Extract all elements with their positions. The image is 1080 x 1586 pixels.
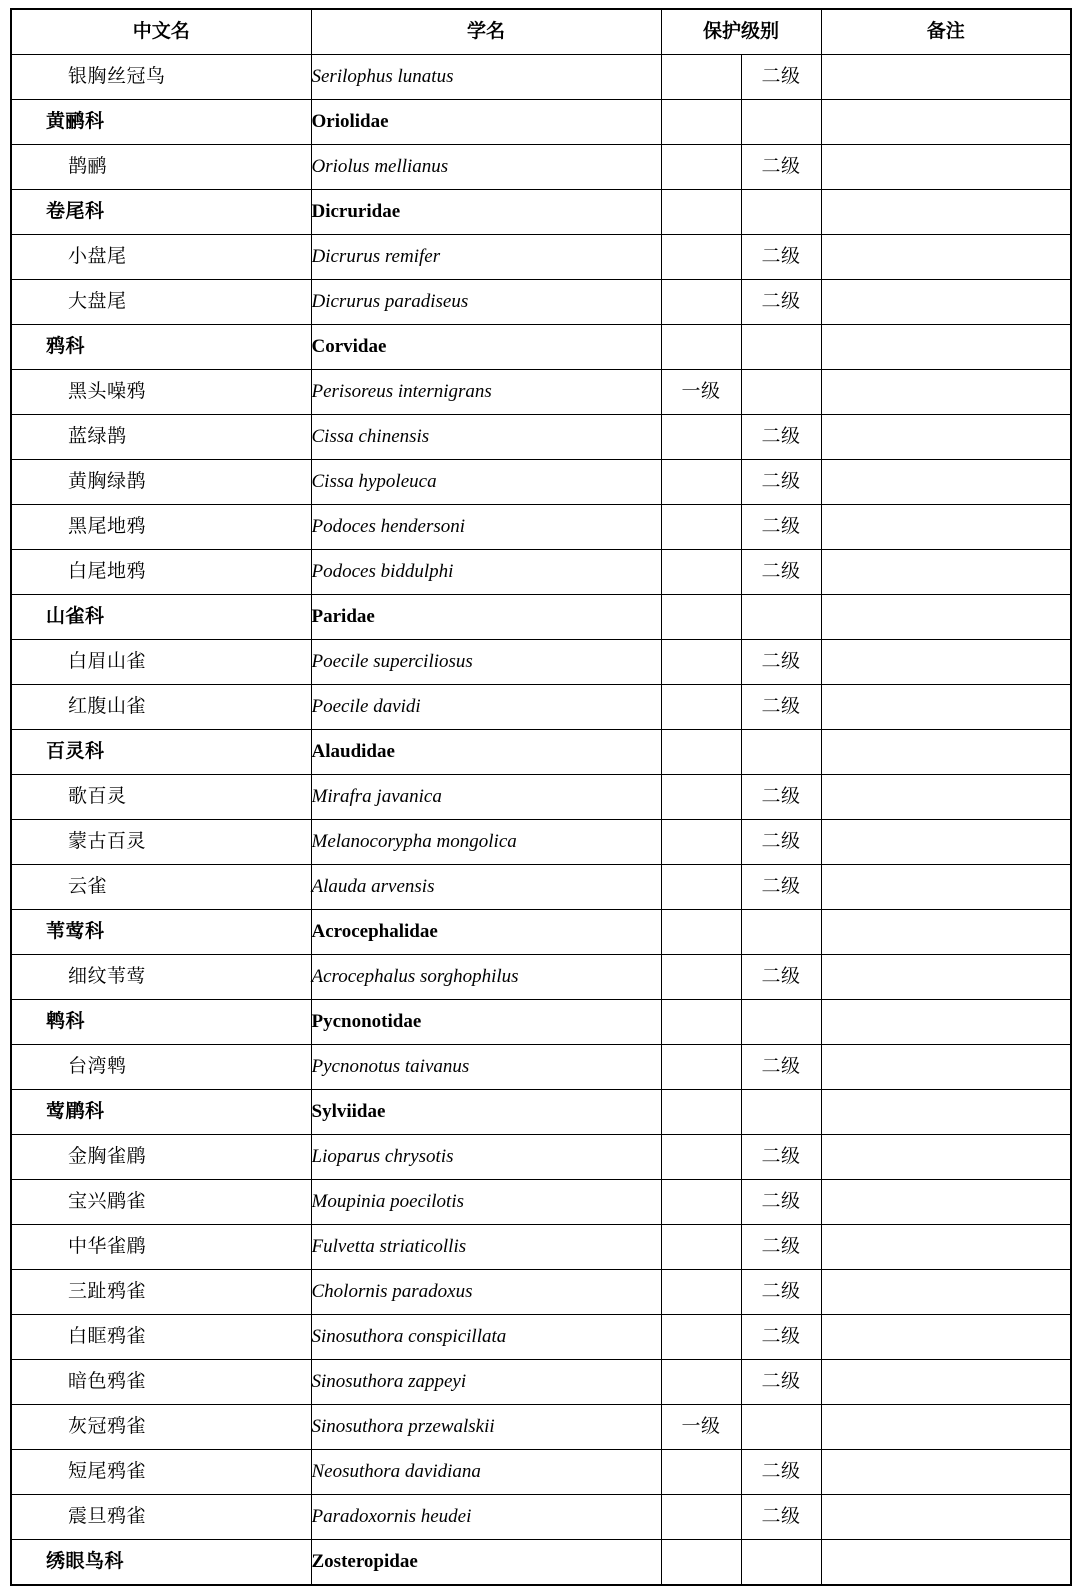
chinese-name-text: 黄鹂科 [46, 111, 105, 133]
cell-remarks [821, 1360, 1071, 1405]
chinese-name-text: 宝兴鹛雀 [68, 1191, 147, 1213]
table-row [11, 1045, 1071, 1090]
chinese-name-text: 红腹山雀 [68, 696, 147, 718]
chinese-name-text: 百灵科 [46, 741, 105, 763]
chinese-name-text: 黑尾地鸦 [68, 516, 147, 538]
cell-scientific-name [311, 1315, 661, 1360]
cell-chinese-name [11, 325, 311, 370]
cell-scientific-name [311, 1540, 661, 1586]
scientific-name-text: Cissa hypoleuca [311, 471, 437, 493]
cell-protection-level-second [741, 730, 821, 775]
cell-protection-level-first [661, 235, 741, 280]
cell-remarks [821, 1000, 1071, 1045]
cell-protection-level-first [661, 1000, 741, 1045]
cell-chinese-name [11, 640, 311, 685]
scientific-name-text: Sinosuthora conspicillata [311, 1326, 507, 1348]
cell-remarks [821, 190, 1071, 235]
chinese-name-text: 白眶鸦雀 [68, 1326, 147, 1348]
cell-protection-level-second: 二级 [741, 280, 821, 325]
cell-scientific-name [311, 235, 661, 280]
cell-scientific-name [311, 190, 661, 235]
cell-scientific-name [311, 145, 661, 190]
scientific-name-text: Cissa chinensis [311, 426, 430, 448]
scientific-name-text: Dicrurus remifer [311, 246, 441, 268]
table-row [11, 505, 1071, 550]
scientific-name-text: Mirafra javanica [311, 786, 442, 808]
cell-scientific-name [311, 280, 661, 325]
cell-remarks [821, 865, 1071, 910]
cell-protection-level-first [661, 775, 741, 820]
cell-chinese-name [11, 415, 311, 460]
chinese-name-text: 细纹苇莺 [68, 966, 147, 988]
scientific-name-text: Poecile superciliosus [311, 651, 473, 673]
chinese-name-text: 震旦鸦雀 [68, 1506, 147, 1528]
cell-protection-level-first [661, 460, 741, 505]
scientific-name-text: Podoces hendersoni [311, 516, 466, 538]
scientific-name-text: Alauda arvensis [311, 876, 435, 898]
chinese-name-text: 中华雀鹛 [68, 1236, 147, 1258]
cell-scientific-name [311, 910, 661, 955]
cell-remarks [821, 730, 1071, 775]
chinese-name-text: 白眉山雀 [68, 651, 147, 673]
cell-scientific-name [311, 1270, 661, 1315]
scientific-name-text: Acrocephalidae [311, 921, 438, 943]
chinese-name-text: 鹊鹂 [68, 156, 108, 178]
cell-protection-level-second: 二级 [741, 1270, 821, 1315]
cell-scientific-name [311, 505, 661, 550]
cell-scientific-name [311, 460, 661, 505]
column-header-chinese-name: 中文名 [11, 9, 311, 55]
cell-protection-level-first [661, 730, 741, 775]
cell-protection-level-first [661, 1180, 741, 1225]
cell-scientific-name [311, 1090, 661, 1135]
chinese-name-text: 短尾鸦雀 [68, 1461, 147, 1483]
cell-remarks [821, 550, 1071, 595]
cell-protection-level-first [661, 1450, 741, 1495]
protected-species-table [10, 8, 1072, 1586]
cell-remarks [821, 1405, 1071, 1450]
cell-chinese-name [11, 550, 311, 595]
cell-chinese-name [11, 1135, 311, 1180]
cell-chinese-name [11, 820, 311, 865]
cell-remarks [821, 1090, 1071, 1135]
cell-chinese-name [11, 1450, 311, 1495]
cell-protection-level-second: 二级 [741, 415, 821, 460]
cell-chinese-name [11, 505, 311, 550]
cell-chinese-name [11, 595, 311, 640]
cell-protection-level-second: 二级 [741, 640, 821, 685]
table-row [11, 1360, 1071, 1405]
cell-protection-level-second: 二级 [741, 955, 821, 1000]
chinese-name-text: 三趾鸦雀 [68, 1281, 147, 1303]
cell-protection-level-second [741, 100, 821, 145]
cell-protection-level-first [661, 1225, 741, 1270]
cell-chinese-name [11, 730, 311, 775]
cell-scientific-name [311, 1135, 661, 1180]
cell-protection-level-first [661, 820, 741, 865]
cell-protection-level-first [661, 505, 741, 550]
cell-protection-level-second [741, 1090, 821, 1135]
cell-protection-level-second: 二级 [741, 1225, 821, 1270]
cell-protection-level-first [661, 955, 741, 1000]
cell-remarks [821, 1450, 1071, 1495]
chinese-name-text: 云雀 [68, 876, 108, 898]
table-body [11, 55, 1071, 1586]
cell-remarks [821, 1045, 1071, 1090]
cell-chinese-name [11, 1180, 311, 1225]
cell-chinese-name [11, 1045, 311, 1090]
chinese-name-text: 鹎科 [46, 1011, 86, 1033]
cell-chinese-name [11, 1225, 311, 1270]
cell-scientific-name [311, 415, 661, 460]
cell-remarks [821, 1270, 1071, 1315]
cell-remarks [821, 505, 1071, 550]
cell-protection-level-first [661, 280, 741, 325]
cell-chinese-name [11, 1315, 311, 1360]
cell-remarks [821, 775, 1071, 820]
cell-scientific-name [311, 865, 661, 910]
cell-chinese-name [11, 1540, 311, 1586]
cell-protection-level-second: 二级 [741, 685, 821, 730]
cell-scientific-name [311, 640, 661, 685]
chinese-name-text: 卷尾科 [46, 201, 105, 223]
cell-protection-level-second [741, 190, 821, 235]
cell-scientific-name [311, 1045, 661, 1090]
chinese-name-text: 小盘尾 [68, 246, 127, 268]
scientific-name-text: Moupinia poecilotis [311, 1191, 465, 1213]
cell-protection-level-first [661, 55, 741, 100]
table-row [11, 775, 1071, 820]
cell-remarks [821, 910, 1071, 955]
table-row [11, 280, 1071, 325]
cell-remarks [821, 1180, 1071, 1225]
cell-protection-level-second: 二级 [741, 55, 821, 100]
scientific-name-text: Sinosuthora przewalskii [311, 1416, 495, 1438]
scientific-name-text: Paridae [311, 606, 375, 628]
cell-chinese-name [11, 1000, 311, 1045]
cell-protection-level-first [661, 325, 741, 370]
table-row [11, 190, 1071, 235]
scientific-name-text: Paradoxornis heudei [311, 1506, 472, 1528]
chinese-name-text: 金胸雀鹛 [68, 1146, 147, 1168]
table-row [11, 1315, 1071, 1360]
table-row [11, 820, 1071, 865]
cell-protection-level-first: 一级 [661, 1405, 741, 1450]
scientific-name-text: Fulvetta striaticollis [311, 1236, 467, 1258]
cell-chinese-name [11, 1270, 311, 1315]
cell-protection-level-first [661, 145, 741, 190]
scientific-name-text: Oriolidae [311, 111, 389, 133]
chinese-name-text: 银胸丝冠鸟 [68, 66, 166, 88]
cell-chinese-name [11, 370, 311, 415]
scientific-name-text: Zosteropidae [311, 1551, 418, 1573]
cell-scientific-name [311, 1000, 661, 1045]
cell-chinese-name [11, 235, 311, 280]
cell-protection-level-second: 二级 [741, 775, 821, 820]
cell-scientific-name [311, 730, 661, 775]
cell-protection-level-first: 一级 [661, 370, 741, 415]
cell-remarks [821, 1315, 1071, 1360]
scientific-name-text: Cholornis paradoxus [311, 1281, 473, 1303]
cell-protection-level-second: 二级 [741, 145, 821, 190]
cell-protection-level-first [661, 1315, 741, 1360]
cell-protection-level-second: 二级 [741, 1495, 821, 1540]
scientific-name-text: Poecile davidi [311, 696, 421, 718]
cell-remarks [821, 955, 1071, 1000]
cell-remarks [821, 100, 1071, 145]
cell-protection-level-second [741, 370, 821, 415]
cell-remarks [821, 325, 1071, 370]
cell-scientific-name [311, 685, 661, 730]
cell-protection-level-first [661, 190, 741, 235]
cell-remarks [821, 145, 1071, 190]
chinese-name-text: 莺鹛科 [46, 1101, 105, 1123]
column-header-protection-level: 保护级别 [661, 9, 821, 55]
scientific-name-text: Pycnonotidae [311, 1011, 422, 1033]
table-row [11, 235, 1071, 280]
chinese-name-text: 歌百灵 [68, 786, 127, 808]
table-row [11, 1450, 1071, 1495]
cell-remarks [821, 1135, 1071, 1180]
cell-remarks [821, 640, 1071, 685]
table-row [11, 550, 1071, 595]
table-row [11, 1270, 1071, 1315]
chinese-name-text: 山雀科 [46, 606, 105, 628]
cell-protection-level-second: 二级 [741, 865, 821, 910]
cell-scientific-name [311, 55, 661, 100]
cell-remarks [821, 1225, 1071, 1270]
table-row [11, 1000, 1071, 1045]
scientific-name-text: Melanocorypha mongolica [311, 831, 517, 853]
table-row [11, 640, 1071, 685]
cell-protection-level-second [741, 910, 821, 955]
scientific-name-text: Alaudidae [311, 741, 395, 763]
cell-chinese-name [11, 775, 311, 820]
cell-protection-level-second: 二级 [741, 1135, 821, 1180]
cell-protection-level-second: 二级 [741, 1045, 821, 1090]
cell-scientific-name [311, 955, 661, 1000]
cell-remarks [821, 1495, 1071, 1540]
chinese-name-text: 暗色鸦雀 [68, 1371, 147, 1393]
cell-scientific-name [311, 100, 661, 145]
scientific-name-text: Pycnonotus taivanus [311, 1056, 470, 1078]
cell-scientific-name [311, 1450, 661, 1495]
table-row [11, 595, 1071, 640]
chinese-name-text: 黄胸绿鹊 [68, 471, 147, 493]
cell-protection-level-second: 二级 [741, 505, 821, 550]
cell-chinese-name [11, 1405, 311, 1450]
column-header-remarks: 备注 [821, 9, 1071, 55]
table-row [11, 415, 1071, 460]
cell-protection-level-first [661, 100, 741, 145]
cell-chinese-name [11, 910, 311, 955]
table-row [11, 865, 1071, 910]
cell-chinese-name [11, 460, 311, 505]
cell-remarks [821, 55, 1071, 100]
table-row [11, 1225, 1071, 1270]
chinese-name-text: 大盘尾 [68, 291, 127, 313]
scientific-name-text: Sinosuthora zappeyi [311, 1371, 467, 1393]
cell-protection-level-second: 二级 [741, 1180, 821, 1225]
cell-chinese-name [11, 55, 311, 100]
cell-chinese-name [11, 190, 311, 235]
chinese-name-text: 苇莺科 [46, 921, 105, 943]
cell-protection-level-first [661, 1270, 741, 1315]
cell-protection-level-second: 二级 [741, 1360, 821, 1405]
cell-protection-level-first [661, 595, 741, 640]
scientific-name-text: Serilophus lunatus [311, 66, 454, 88]
cell-protection-level-second [741, 325, 821, 370]
scientific-name-text: Acrocephalus sorghophilus [311, 966, 519, 988]
cell-remarks [821, 370, 1071, 415]
cell-protection-level-second [741, 1405, 821, 1450]
cell-chinese-name [11, 1495, 311, 1540]
cell-protection-level-first [661, 1045, 741, 1090]
cell-remarks [821, 595, 1071, 640]
table-row [11, 1495, 1071, 1540]
table-row [11, 460, 1071, 505]
cell-protection-level-first [661, 415, 741, 460]
cell-protection-level-second: 二级 [741, 235, 821, 280]
cell-protection-level-first [661, 910, 741, 955]
cell-chinese-name [11, 100, 311, 145]
chinese-name-text: 绣眼鸟科 [46, 1551, 125, 1573]
cell-chinese-name [11, 1090, 311, 1135]
table-row [11, 325, 1071, 370]
table-row [11, 1540, 1071, 1586]
cell-scientific-name [311, 820, 661, 865]
scientific-name-text: Perisoreus internigrans [311, 381, 492, 403]
cell-scientific-name [311, 1405, 661, 1450]
cell-protection-level-first [661, 550, 741, 595]
cell-scientific-name [311, 370, 661, 415]
cell-remarks [821, 820, 1071, 865]
scientific-name-text: Corvidae [311, 336, 387, 358]
cell-protection-level-second: 二级 [741, 1450, 821, 1495]
table-row [11, 730, 1071, 775]
cell-scientific-name [311, 595, 661, 640]
chinese-name-text: 鸦科 [46, 336, 86, 358]
scientific-name-text: Sylviidae [311, 1101, 386, 1123]
cell-protection-level-second [741, 595, 821, 640]
cell-scientific-name [311, 1180, 661, 1225]
cell-scientific-name [311, 1360, 661, 1405]
table-row [11, 955, 1071, 1000]
cell-remarks [821, 415, 1071, 460]
cell-remarks [821, 280, 1071, 325]
column-header-scientific-name: 学名 [311, 9, 661, 55]
cell-remarks [821, 460, 1071, 505]
cell-protection-level-second [741, 1540, 821, 1586]
scientific-name-text: Dicrurus paradiseus [311, 291, 469, 313]
table-row [11, 100, 1071, 145]
cell-protection-level-first [661, 1495, 741, 1540]
table-row [11, 55, 1071, 100]
cell-scientific-name [311, 1225, 661, 1270]
cell-protection-level-second: 二级 [741, 550, 821, 595]
cell-protection-level-first [661, 1090, 741, 1135]
table-header [11, 9, 1071, 55]
cell-chinese-name [11, 145, 311, 190]
scientific-name-text: Lioparus chrysotis [311, 1146, 454, 1168]
chinese-name-text: 蒙古百灵 [68, 831, 147, 853]
table-row [11, 1180, 1071, 1225]
cell-remarks [821, 235, 1071, 280]
cell-chinese-name [11, 1360, 311, 1405]
cell-protection-level-first [661, 865, 741, 910]
cell-remarks [821, 1540, 1071, 1586]
chinese-name-text: 白尾地鸦 [68, 561, 147, 583]
cell-chinese-name [11, 865, 311, 910]
chinese-name-text: 黑头噪鸦 [68, 381, 147, 403]
table-row [11, 145, 1071, 190]
table-row [11, 685, 1071, 730]
scientific-name-text: Neosuthora davidiana [311, 1461, 481, 1483]
cell-protection-level-first [661, 1540, 741, 1586]
header-row [11, 9, 1071, 55]
scientific-name-text: Dicruridae [311, 201, 401, 223]
cell-protection-level-second: 二级 [741, 460, 821, 505]
cell-chinese-name [11, 685, 311, 730]
table-row [11, 910, 1071, 955]
scientific-name-text: Oriolus mellianus [311, 156, 449, 178]
cell-protection-level-first [661, 1360, 741, 1405]
cell-remarks [821, 685, 1071, 730]
cell-protection-level-second: 二级 [741, 1315, 821, 1360]
chinese-name-text: 蓝绿鹊 [68, 426, 127, 448]
scientific-name-text: Podoces biddulphi [311, 561, 454, 583]
cell-scientific-name [311, 550, 661, 595]
table-row [11, 1405, 1071, 1450]
cell-scientific-name [311, 325, 661, 370]
chinese-name-text: 灰冠鸦雀 [68, 1416, 147, 1438]
chinese-name-text: 台湾鹎 [68, 1056, 127, 1078]
table-row [11, 1135, 1071, 1180]
cell-protection-level-first [661, 1135, 741, 1180]
table-row [11, 370, 1071, 415]
cell-protection-level-first [661, 685, 741, 730]
cell-chinese-name [11, 280, 311, 325]
cell-protection-level-second [741, 1000, 821, 1045]
table-row [11, 1090, 1071, 1135]
cell-chinese-name [11, 955, 311, 1000]
cell-protection-level-second: 二级 [741, 820, 821, 865]
cell-protection-level-first [661, 640, 741, 685]
cell-scientific-name [311, 1495, 661, 1540]
cell-scientific-name [311, 775, 661, 820]
